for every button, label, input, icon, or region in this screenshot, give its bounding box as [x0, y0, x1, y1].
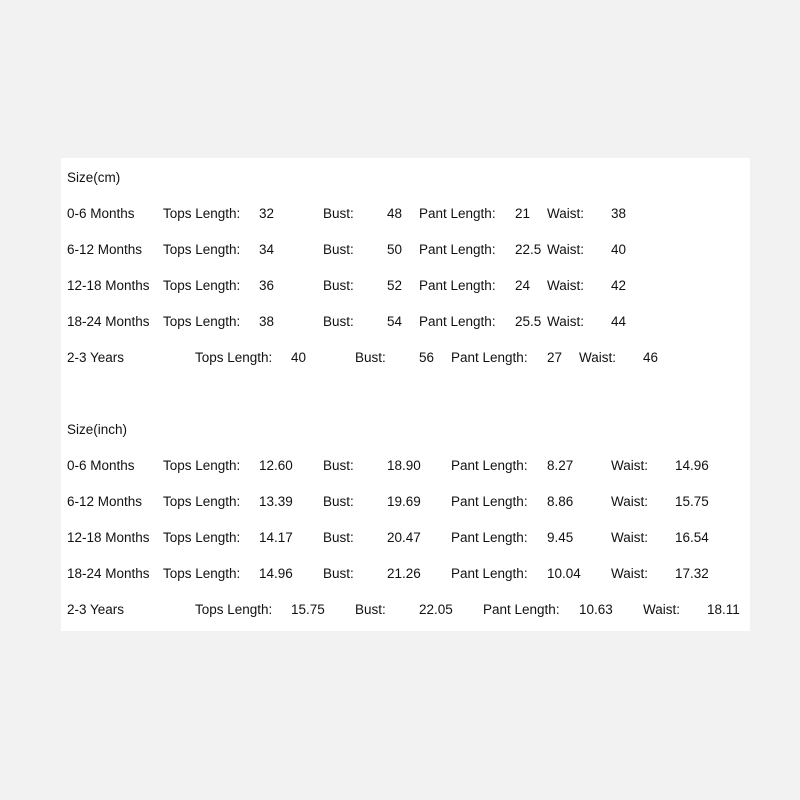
waist-value: 42 — [611, 278, 627, 293]
bust-label: Bust: — [323, 566, 354, 581]
size-label: 0-6 Months — [67, 458, 135, 473]
pant-length-label: Pant Length: — [451, 494, 528, 509]
tops-length-value: 36 — [259, 278, 275, 293]
bust-label: Bust: — [355, 602, 386, 617]
tops-length-value: 13.39 — [259, 494, 293, 509]
size-chart-card — [61, 158, 750, 631]
size-label: 6-12 Months — [67, 242, 143, 257]
tops-length-label: Tops Length: — [163, 314, 241, 329]
pant-length-label: Pant Length: — [451, 530, 528, 545]
pant-length-value: 10.63 — [579, 602, 613, 617]
bust-value: 52 — [387, 278, 403, 293]
waist-label: Waist: — [611, 494, 648, 509]
waist-label: Waist: — [547, 278, 584, 293]
pant-length-value: 10.04 — [547, 566, 581, 581]
bust-label: Bust: — [323, 206, 354, 221]
tops-length-value: 14.17 — [259, 530, 293, 545]
bust-label: Bust: — [323, 494, 354, 509]
waist-label: Waist: — [547, 206, 584, 221]
size-label: 2-3 Years — [67, 350, 125, 365]
pant-length-label: Pant Length: — [451, 566, 528, 581]
bust-value: 21.26 — [387, 566, 421, 581]
pant-length-value: 8.86 — [547, 494, 574, 509]
waist-label: Waist: — [611, 530, 648, 545]
tops-length-value: 32 — [259, 206, 275, 221]
waist-value: 14.96 — [675, 458, 709, 473]
pant-length-value: 8.27 — [547, 458, 574, 473]
bust-label: Bust: — [355, 350, 386, 365]
waist-value: 15.75 — [675, 494, 709, 509]
bust-value: 54 — [387, 314, 403, 329]
waist-value: 18.11 — [707, 602, 740, 617]
tops-length-label: Tops Length: — [195, 350, 273, 365]
tops-length-label: Tops Length: — [163, 530, 241, 545]
tops-length-label: Tops Length: — [195, 602, 273, 617]
tops-length-label: Tops Length: — [163, 278, 241, 293]
bust-value: 48 — [387, 206, 403, 221]
bust-value: 50 — [387, 242, 403, 257]
size-label: 12-18 Months — [67, 278, 150, 293]
tops-length-value: 14.96 — [259, 566, 293, 581]
size-label: 18-24 Months — [67, 566, 150, 581]
pant-length-label: Pant Length: — [451, 458, 528, 473]
tops-length-label: Tops Length: — [163, 206, 241, 221]
waist-label: Waist: — [611, 566, 648, 581]
waist-label: Waist: — [547, 242, 584, 257]
tops-length-label: Tops Length: — [163, 566, 241, 581]
tops-length-label: Tops Length: — [163, 494, 241, 509]
tops-length-value: 15.75 — [291, 602, 325, 617]
bust-value: 20.47 — [387, 530, 421, 545]
pant-length-value: 9.45 — [547, 530, 574, 545]
waist-label: Waist: — [547, 314, 584, 329]
waist-label: Waist: — [611, 458, 648, 473]
waist-value: 44 — [611, 314, 627, 329]
bust-label: Bust: — [323, 242, 354, 257]
pant-length-value: 25.5 — [515, 314, 542, 329]
tops-length-value: 34 — [259, 242, 275, 257]
waist-value: 16.54 — [675, 530, 709, 545]
tops-length-value: 38 — [259, 314, 275, 329]
size-label: 12-18 Months — [67, 530, 150, 545]
waist-value: 46 — [643, 350, 659, 365]
bust-value: 18.90 — [387, 458, 421, 473]
pant-length-value: 24 — [515, 278, 531, 293]
bust-value: 56 — [419, 350, 435, 365]
pant-length-value: 27 — [547, 350, 563, 365]
waist-value: 40 — [611, 242, 627, 257]
waist-value: 17.32 — [675, 566, 709, 581]
pant-length-label: Pant Length: — [451, 350, 528, 365]
cm-section-title: Size(cm) — [67, 170, 121, 185]
pant-length-value: 22.5 — [515, 242, 542, 257]
bust-label: Bust: — [323, 458, 354, 473]
pant-length-label: Pant Length: — [419, 314, 496, 329]
waist-value: 38 — [611, 206, 627, 221]
bust-label: Bust: — [323, 278, 354, 293]
waist-label: Waist: — [643, 602, 680, 617]
pant-length-value: 21 — [515, 206, 531, 221]
tops-length-value: 12.60 — [259, 458, 293, 473]
pant-length-label: Pant Length: — [483, 602, 560, 617]
size-label: 6-12 Months — [67, 494, 143, 509]
waist-label: Waist: — [579, 350, 616, 365]
bust-label: Bust: — [323, 314, 354, 329]
pant-length-label: Pant Length: — [419, 278, 496, 293]
tops-length-label: Tops Length: — [163, 242, 241, 257]
size-label: 2-3 Years — [67, 602, 125, 617]
pant-length-label: Pant Length: — [419, 206, 496, 221]
pant-length-label: Pant Length: — [419, 242, 496, 257]
size-label: 18-24 Months — [67, 314, 150, 329]
inch-section-title: Size(inch) — [67, 422, 128, 437]
size-label: 0-6 Months — [67, 206, 135, 221]
bust-label: Bust: — [323, 530, 354, 545]
tops-length-value: 40 — [291, 350, 307, 365]
bust-value: 19.69 — [387, 494, 421, 509]
tops-length-label: Tops Length: — [163, 458, 241, 473]
bust-value: 22.05 — [419, 602, 453, 617]
